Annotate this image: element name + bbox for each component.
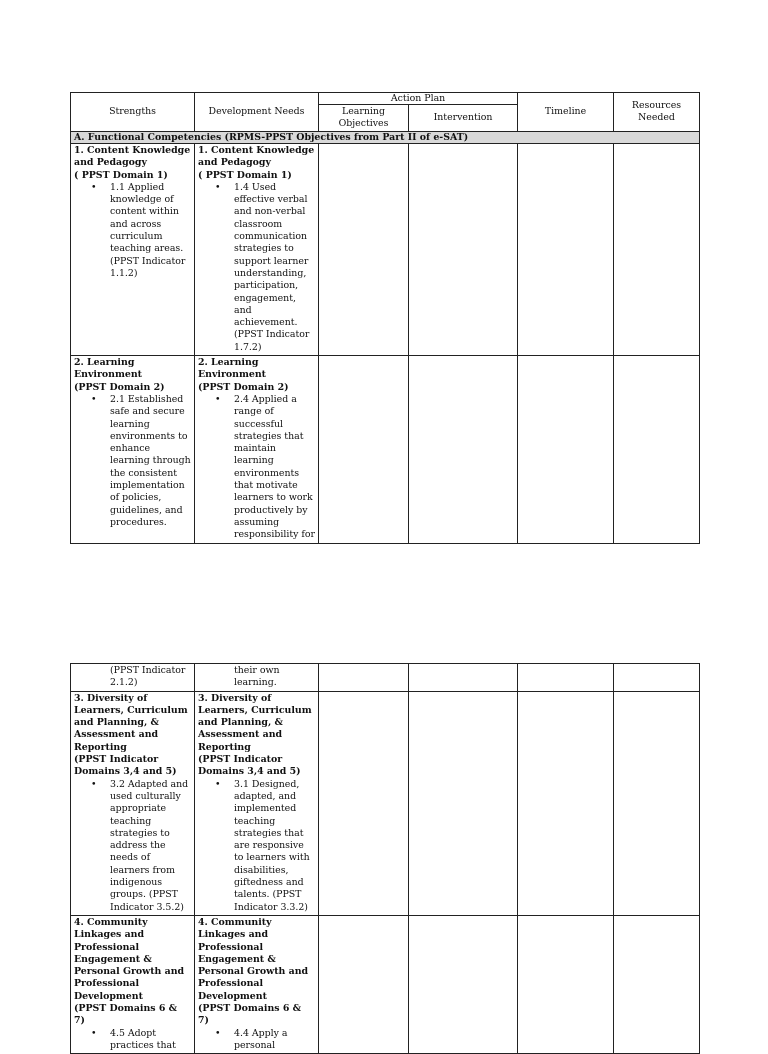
strength-title: 3. Diversity of Learners, Curriculum and Planning, & Assessment and Reporting bbox=[74, 692, 188, 753]
bullet-icon: • bbox=[91, 393, 97, 405]
header-strengths: Strengths bbox=[71, 93, 195, 132]
strength-cell-continued bbox=[71, 664, 195, 692]
strength-item: 4.5 Adopt practices that bbox=[110, 1027, 176, 1051]
need-cell bbox=[195, 356, 319, 543]
strength-title: 4. Community Linkages and Professional Engagement & Personal Growth and Professional Development bbox=[74, 916, 185, 1002]
strength-item: 3.2 Adapted and used culturally appropriate teaching strategies to address the needs of learners from indigenous groups. (PPST Indicator 3.5.2) bbox=[110, 778, 189, 913]
intervention-cell[interactable] bbox=[409, 356, 518, 543]
section-functional-competencies: A. Functional Competencies (RPMS-PPST Objectives from Part II of e-SAT) bbox=[71, 132, 700, 144]
header-learning-objectives: Learning Objectives bbox=[319, 105, 409, 132]
bullet-icon: • bbox=[215, 181, 221, 193]
strength-domain: (PPST Domains 6 & 7) bbox=[74, 1003, 178, 1027]
resources-cell[interactable] bbox=[614, 144, 700, 356]
table-row-continued bbox=[71, 664, 700, 692]
strength-cell bbox=[71, 691, 195, 915]
learning-objectives-cell[interactable] bbox=[319, 144, 409, 356]
learning-objectives-cell[interactable] bbox=[319, 356, 409, 543]
header-action-plan: Action Plan bbox=[319, 93, 518, 105]
need-title: 4. Community Linkages and Professional Engagement & Personal Growth and Professional Development bbox=[198, 916, 309, 1002]
need-title: 1. Content Knowledge and Pedagogy bbox=[198, 145, 315, 169]
learning-objectives-cell[interactable] bbox=[319, 691, 409, 915]
resources-cell[interactable] bbox=[614, 664, 700, 692]
need-cell bbox=[195, 915, 319, 1053]
learning-objectives-cell[interactable] bbox=[319, 664, 409, 692]
timeline-cell[interactable] bbox=[518, 691, 614, 915]
need-cell bbox=[195, 691, 319, 915]
strength-domain: (PPST Domain 2) bbox=[74, 381, 165, 393]
need-domain: (PPST Domain 2) bbox=[198, 381, 289, 393]
header-timeline: Timeline bbox=[518, 93, 614, 132]
strength-item: 1.1 Applied knowledge of content within and across curriculum teaching areas. (PPST Indicator 1.1.2) bbox=[110, 181, 186, 279]
strength-item: 2.1 Established safe and secure learning environments to enhance learning through the consistent implementation of policies, guidelines, and procedures. bbox=[110, 393, 191, 528]
strength-cell bbox=[71, 915, 195, 1053]
intervention-cell[interactable] bbox=[409, 915, 518, 1053]
action-plan-table-part-1 bbox=[70, 92, 700, 544]
bullet-icon: • bbox=[215, 778, 221, 790]
table-row bbox=[71, 144, 700, 356]
timeline-cell[interactable] bbox=[518, 915, 614, 1053]
resources-cell[interactable] bbox=[614, 356, 700, 543]
header-development-needs: Development Needs bbox=[195, 93, 319, 132]
action-plan-table-part-2 bbox=[70, 663, 700, 1054]
resources-cell[interactable] bbox=[614, 915, 700, 1053]
strength-title: 1. Content Knowledge and Pedagogy bbox=[74, 145, 191, 169]
need-item: 3.1 Designed, adapted, and implemented teaching strategies that are responsive to learners with disabilities, giftedness and talents. (PPST Indicator 3.3.2) bbox=[234, 778, 310, 913]
header-intervention: Intervention bbox=[409, 105, 518, 132]
strength-cell bbox=[71, 144, 195, 356]
table-row bbox=[71, 691, 700, 915]
strength-domain: ( PPST Domain 1) bbox=[74, 169, 168, 181]
timeline-cell[interactable] bbox=[518, 664, 614, 692]
need-item: 1.4 Used effective verbal and non-verbal classroom communication strategies to support learner understanding, participation, engagement, and achievement. (PPST Indicator 1.7.2) bbox=[234, 181, 310, 353]
learning-objectives-cell[interactable] bbox=[319, 915, 409, 1053]
need-title: 2. Learning Environment bbox=[198, 357, 267, 381]
need-title: 3. Diversity of Learners, Curriculum and Planning, & Assessment and Reporting bbox=[198, 692, 312, 753]
need-cell bbox=[195, 144, 319, 356]
header-resources-needed: Resources Needed bbox=[614, 93, 700, 132]
need-continued-text: their own learning. bbox=[234, 665, 280, 689]
need-domain: ( PPST Domain 1) bbox=[198, 169, 292, 181]
strength-cell bbox=[71, 356, 195, 543]
table-row bbox=[71, 356, 700, 543]
need-domain: (PPST Domains 6 & 7) bbox=[198, 1003, 302, 1027]
need-item: 2.4 Applied a range of successful strategies that maintain learning environments that motivate learners to work productively by assuming responsibility for bbox=[234, 393, 315, 541]
table-row bbox=[71, 915, 700, 1053]
strength-continued-text: (PPST Indicator 2.1.2) bbox=[110, 665, 186, 689]
bullet-icon: • bbox=[91, 181, 97, 193]
bullet-icon: • bbox=[215, 393, 221, 405]
timeline-cell[interactable] bbox=[518, 144, 614, 356]
resources-cell[interactable] bbox=[614, 691, 700, 915]
intervention-cell[interactable] bbox=[409, 691, 518, 915]
timeline-cell[interactable] bbox=[518, 356, 614, 543]
need-domain: (PPST Indicator Domains 3,4 and 5) bbox=[198, 754, 301, 778]
bullet-icon: • bbox=[215, 1027, 221, 1039]
need-item: 4.4 Apply a personal bbox=[234, 1027, 288, 1051]
intervention-cell[interactable] bbox=[409, 664, 518, 692]
strength-domain: (PPST Indicator Domains 3,4 and 5) bbox=[74, 754, 177, 778]
bullet-icon: • bbox=[91, 1027, 97, 1039]
strength-title: 2. Learning Environment bbox=[74, 357, 143, 381]
need-cell-continued bbox=[195, 664, 319, 692]
bullet-icon: • bbox=[91, 778, 97, 790]
intervention-cell[interactable] bbox=[409, 144, 518, 356]
